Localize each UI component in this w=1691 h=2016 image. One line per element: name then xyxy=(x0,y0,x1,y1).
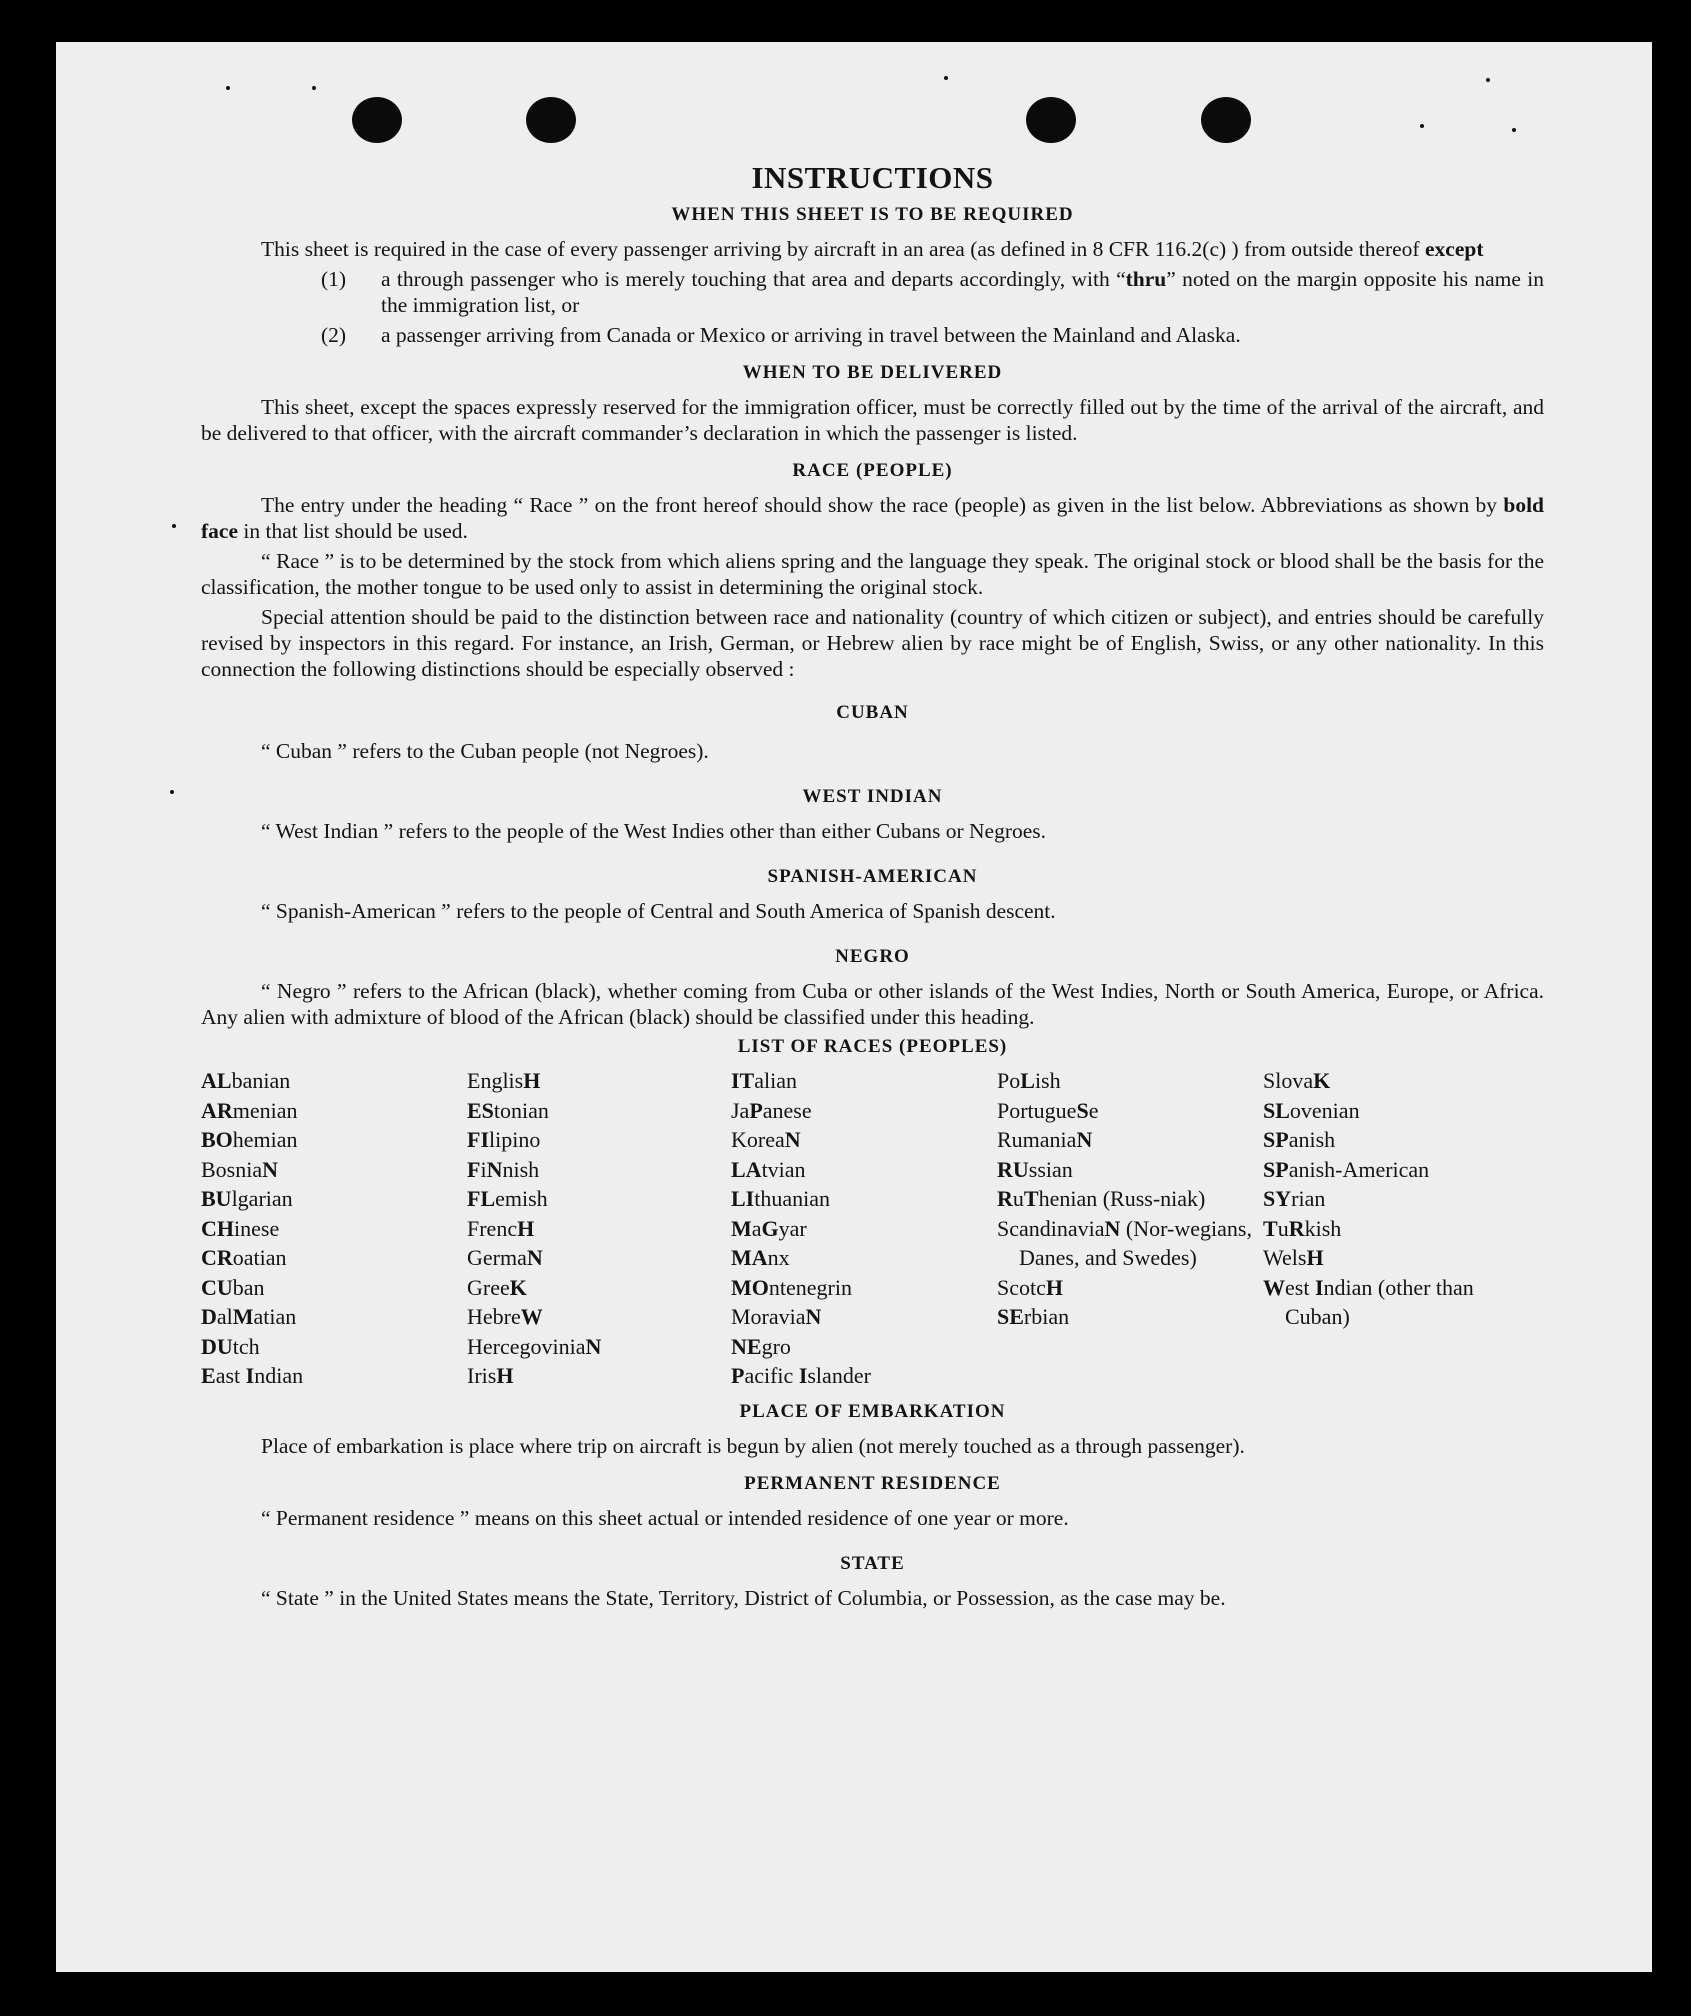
paragraph-residence: “ Permanent residence ” means on this sheet actual or intended residence of one year or more. xyxy=(261,1505,1069,1530)
race-column xyxy=(731,1066,997,1391)
race-entry: RumaniaN xyxy=(997,1127,1093,1152)
race-entry: LAtvian xyxy=(731,1156,806,1182)
race-entry: SPanish xyxy=(1263,1127,1336,1152)
race-entry: ALbanian xyxy=(201,1068,291,1093)
punch-hole xyxy=(526,97,576,143)
paragraph-state: “ State ” in the United States means the State, Territory, District of Columbia, or Possession, as the case may be. xyxy=(261,1585,1226,1610)
heading-residence: PERMANENT RESIDENCE xyxy=(744,1472,1001,1494)
heading-negro: NEGRO xyxy=(835,946,910,967)
speck xyxy=(1420,124,1424,128)
paragraph-race-2: “ Race ” is to be determined by the stock from which aliens spring and the language they speak. The original stock or blood shall be the basis for the classification, the mother tongue to be used only to assist in determining the original stock. xyxy=(201,549,1544,599)
race-entry: SLovenian xyxy=(1263,1097,1360,1123)
paragraph-race-1: The entry under the heading “ Race ” on the front hereof should show the race (people) as given in the list below. Abbreviations as shown by bold face in that list should be used. xyxy=(201,493,1545,543)
race-column xyxy=(467,1066,731,1391)
heading-spanish-american: SPANISH-AMERICAN xyxy=(767,866,978,887)
bold-except: except xyxy=(1424,237,1484,261)
instructions-text xyxy=(201,160,1544,1611)
race-entry: JaPanese xyxy=(731,1097,812,1123)
race-entry: CUban xyxy=(201,1274,265,1300)
race-entry: ARmenian xyxy=(201,1097,298,1123)
race-entry: BUlgarian xyxy=(201,1186,293,1211)
speck xyxy=(944,76,948,80)
race-entry: HebreW xyxy=(467,1304,543,1329)
race-entry: MaGyar xyxy=(731,1215,807,1241)
document-sheet xyxy=(56,42,1652,1972)
race-entry: CHinese xyxy=(201,1215,280,1241)
speck xyxy=(226,86,230,90)
race-entry: PortugueSe xyxy=(997,1097,1099,1123)
race-entry: DalMatian xyxy=(201,1304,297,1329)
paragraph-spanish-american: “ Spanish-American ” refers to the people of Central and South America of Spanish descent. xyxy=(261,899,1056,923)
paragraph-when-delivered: This sheet, except the spaces expressly reserved for the immigration officer, must be correctly filled out by the time of the arrival of the aircraft, and be delivered to that officer, with the aircraft commander’s declaration in which the passenger is listed. xyxy=(201,395,1544,445)
race-entry: KoreaN xyxy=(731,1127,801,1152)
speck xyxy=(1512,128,1516,132)
punch-hole xyxy=(1201,97,1251,143)
race-entry: RuThenian (Russ-niak) xyxy=(997,1186,1206,1211)
heading-cuban: CUBAN xyxy=(836,702,909,723)
race-entry: GreeK xyxy=(467,1274,527,1300)
heading-state: STATE xyxy=(840,1552,905,1574)
race-entry: EStonian xyxy=(467,1097,549,1123)
race-entry: ScandinaviaN (Nor-wegians, Danes, and Swedes) xyxy=(997,1215,1252,1270)
race-entry: TuRkish xyxy=(1263,1215,1342,1241)
speck xyxy=(312,86,316,90)
race-list xyxy=(201,1066,1544,1391)
race-entry: SErbian xyxy=(997,1304,1070,1329)
paragraph-negro: “ Negro ” refers to the African (black), whether coming from Cuba or other islands of the West Indies, North or South America, Europe, or Africa. Any alien with admixture of blood of the African (black) should be classified under this heading. xyxy=(201,979,1544,1029)
race-entry: IrisH xyxy=(467,1363,514,1388)
race-entry: HercegoviniaN xyxy=(467,1333,602,1359)
race-entry: WelsH xyxy=(1263,1245,1324,1270)
race-entry: FrencH xyxy=(467,1215,535,1241)
race-entry: RUssian xyxy=(997,1156,1073,1182)
punch-hole xyxy=(352,97,402,143)
race-entry: DUtch xyxy=(201,1333,260,1359)
race-entry: SPanish-American xyxy=(1263,1156,1430,1182)
heading-west-indian: WEST INDIAN xyxy=(802,786,943,807)
race-entry: FIlipino xyxy=(467,1127,541,1152)
race-entry: ScotcH xyxy=(997,1274,1064,1300)
race-column xyxy=(997,1066,1263,1391)
punch-hole xyxy=(1026,97,1076,143)
race-entry: SYrian xyxy=(1263,1186,1326,1211)
speck xyxy=(1486,78,1490,82)
race-entry: SlovaK xyxy=(1263,1068,1331,1093)
speck xyxy=(172,524,176,528)
race-entry: NEgro xyxy=(731,1333,791,1359)
paragraph-cuban: “ Cuban ” refers to the Cuban people (not Negroes). xyxy=(261,739,709,763)
paragraph-when-required: This sheet is required in the case of every passenger arriving by aircraft in an area (as defined in 8 CFR 116.2(c) ) from outside thereof except xyxy=(261,237,1484,261)
heading-list-of-races: LIST OF RACES (PEOPLES) xyxy=(737,1036,1008,1057)
race-entry: BOhemian xyxy=(201,1127,298,1152)
paragraph-west-indian: “ West Indian ” refers to the people of the West Indies other than either Cubans or Negroes. xyxy=(261,819,1047,843)
race-entry: GermaN xyxy=(467,1245,543,1270)
paragraph-embarkation: Place of embarkation is place where trip on aircraft is begun by alien (not merely touched as a through passenger). xyxy=(261,1433,1245,1458)
race-entry: FiNnish xyxy=(467,1156,540,1182)
heading-race: RACE (PEOPLE) xyxy=(792,460,953,481)
race-entry: FLemish xyxy=(467,1186,548,1211)
exception-item-2: (2) a passenger arriving from Canada or Mexico or arriving in travel between the Mainland and Alaska. xyxy=(321,323,1241,347)
race-entry: ITalian xyxy=(731,1068,798,1093)
page-title: INSTRUCTIONS xyxy=(751,160,994,195)
heading-embarkation: PLACE OF EMBARKATION xyxy=(739,1400,1006,1422)
race-entry: MOntenegrin xyxy=(731,1274,852,1300)
race-entry: MoraviaN xyxy=(731,1304,822,1329)
race-entry: West Indian (other than Cuban) xyxy=(1263,1274,1474,1329)
race-entry: MAnx xyxy=(731,1245,790,1270)
race-entry: PoLish xyxy=(997,1068,1061,1093)
race-column xyxy=(201,1066,467,1391)
race-entry: LIthuanian xyxy=(731,1186,831,1211)
race-entry: CRoatian xyxy=(201,1245,287,1270)
race-entry: BosniaN xyxy=(201,1156,279,1182)
race-entry: EnglisH xyxy=(467,1068,541,1093)
race-column xyxy=(1263,1066,1544,1391)
heading-when-required: WHEN THIS SHEET IS TO BE REQUIRED xyxy=(671,204,1074,225)
exception-item-1: (1) a through passenger who is merely touching that area and departs accordingly, with “thru” noted on the margin opposite his name in the immigration list, or xyxy=(321,267,1544,317)
speck xyxy=(170,790,174,794)
race-entry: Pacific Islander xyxy=(731,1363,871,1388)
paragraph-race-3: Special attention should be paid to the distinction between race and nationality (country of which citizen or subject), and entries should be carefully revised by inspectors in this regard. For instance, an Irish, German, or Hebrew alien by race might be of English, Swiss, or any other nationality. In this connection the following distinctions should be especially observed : xyxy=(201,605,1544,681)
heading-when-delivered: WHEN TO BE DELIVERED xyxy=(742,362,1003,383)
race-entry: East Indian xyxy=(201,1363,304,1388)
